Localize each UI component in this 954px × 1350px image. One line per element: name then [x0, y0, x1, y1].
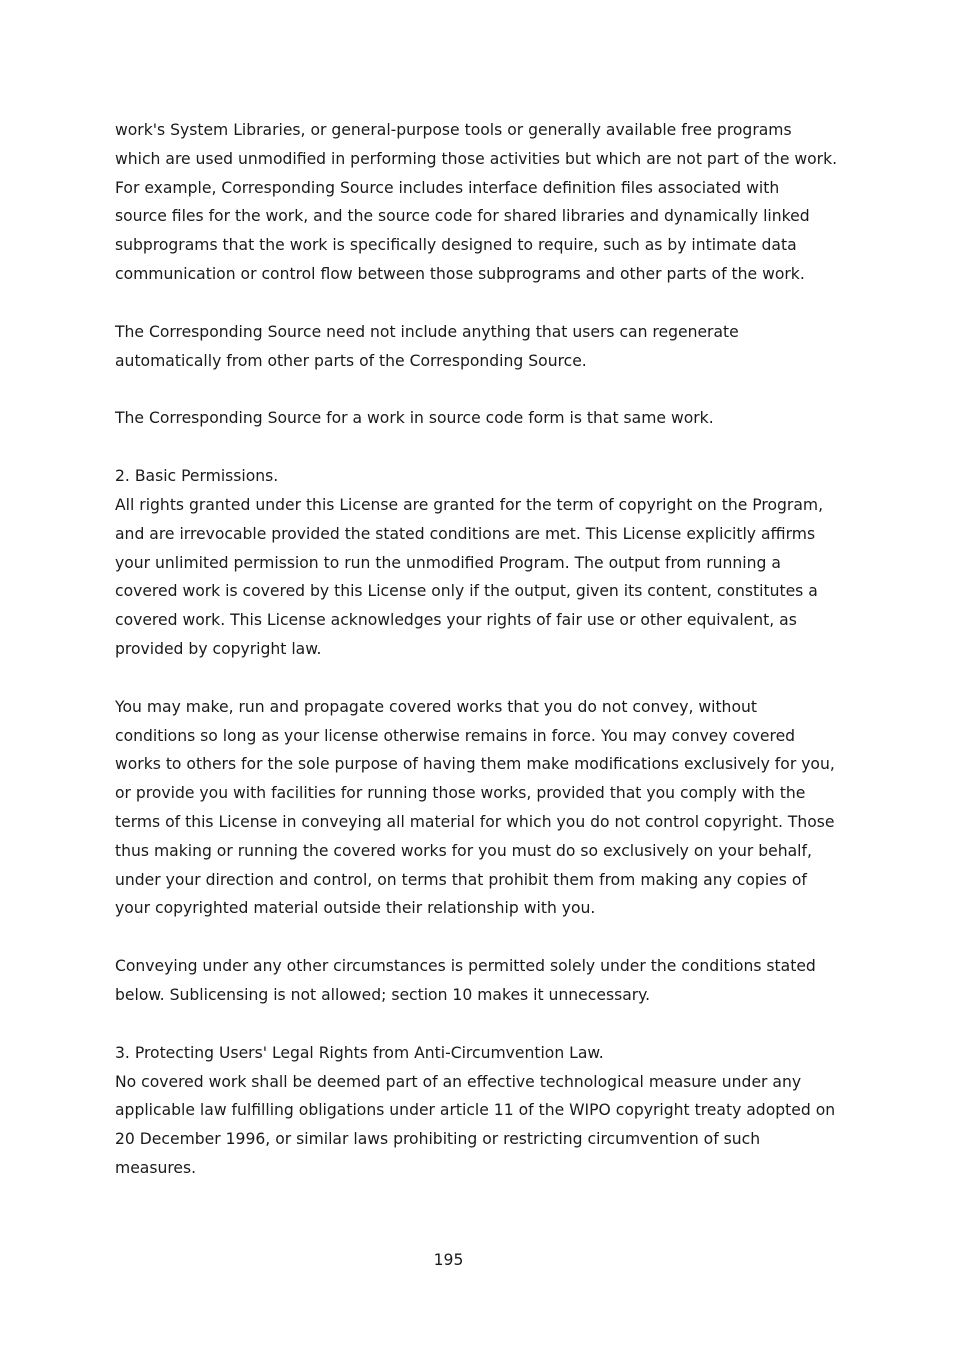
text-line: below. Sublicensing is not allowed; section 10 makes it unnecessary.: [115, 985, 651, 1004]
text-line: your unlimited permission to run the unmodified Program. The output from running a: [115, 553, 781, 572]
text-line: Conveying under any other circumstances is permitted solely under the conditions stated: [115, 957, 816, 976]
text-line: applicable law fulfilling obligations under article 11 of the WIPO copyright treaty adopted on: [115, 1101, 836, 1120]
paragraph-regenerate: [115, 318, 843, 376]
paragraph-source-code-form: [115, 404, 843, 433]
text-line: All rights granted under this License are granted for the term of copyright on the Program,: [115, 495, 824, 514]
paragraph-system-libraries: [115, 116, 843, 289]
text-line: 20 December 1996, or similar laws prohibiting or restricting circumvention of such: [115, 1130, 761, 1149]
paragraph-propagate: [115, 693, 843, 923]
text-line: conditions so long as your license otherwise remains in force. You may convey covered: [115, 726, 796, 745]
text-line: provided by copyright law.: [115, 639, 322, 658]
text-line: your copyrighted material outside their relationship with you.: [115, 899, 596, 918]
section-heading: 3. Protecting Users' Legal Rights from Anti-Circumvention Law.: [115, 1043, 604, 1062]
text-line: For example, Corresponding Source includes interface definition files associated with: [115, 178, 780, 197]
text-line: thus making or running the covered works for you must do so exclusively on your behalf,: [115, 841, 812, 860]
text-line: source files for the work, and the source code for shared libraries and dynamically linked: [115, 207, 810, 226]
text-line: covered work. This License acknowledges your rights of fair use or other equivalent, as: [115, 611, 797, 630]
text-line: subprograms that the work is specifically designed to require, such as by intimate data: [115, 236, 797, 255]
text-line: The Corresponding Source need not include anything that users can regenerate: [115, 322, 739, 341]
paragraph-conveying: [115, 952, 843, 1010]
text-line: The Corresponding Source for a work in source code form is that same work.: [115, 409, 714, 428]
text-line: measures.: [115, 1158, 197, 1177]
text-line: communication or control flow between those subprograms and other parts of the work.: [115, 264, 805, 283]
text-line: No covered work shall be deemed part of an effective technological measure under any: [115, 1072, 802, 1091]
section-heading: 2. Basic Permissions.: [115, 467, 279, 486]
text-line: terms of this License in conveying all material for which you do not control copyright. Those: [115, 812, 835, 831]
text-line: work's System Libraries, or general-purpose tools or generally available free programs: [115, 121, 792, 139]
document-body: [115, 116, 843, 1212]
text-line: You may make, run and propagate covered works that you do not convey, without: [115, 697, 757, 716]
text-line: which are used unmodified in performing those activities but which are not part of the work.: [115, 149, 838, 168]
section-anti-circumvention: [115, 1039, 843, 1183]
text-line: or provide you with facilities for running those works, provided that you comply with the: [115, 784, 806, 803]
text-line: under your direction and control, on terms that prohibit them from making any copies of: [115, 870, 807, 889]
section-basic-permissions: [115, 462, 843, 664]
text-line: automatically from other parts of the Corresponding Source.: [115, 351, 587, 370]
text-line: and are irrevocable provided the stated conditions are met. This License explicitly affirms: [115, 524, 816, 543]
text-line: works to others for the sole purpose of having them make modifications exclusively for you,: [115, 755, 835, 774]
text-line: covered work is covered by this License only if the output, given its content, constitutes a: [115, 582, 818, 601]
page-number: 195: [433, 1251, 464, 1269]
